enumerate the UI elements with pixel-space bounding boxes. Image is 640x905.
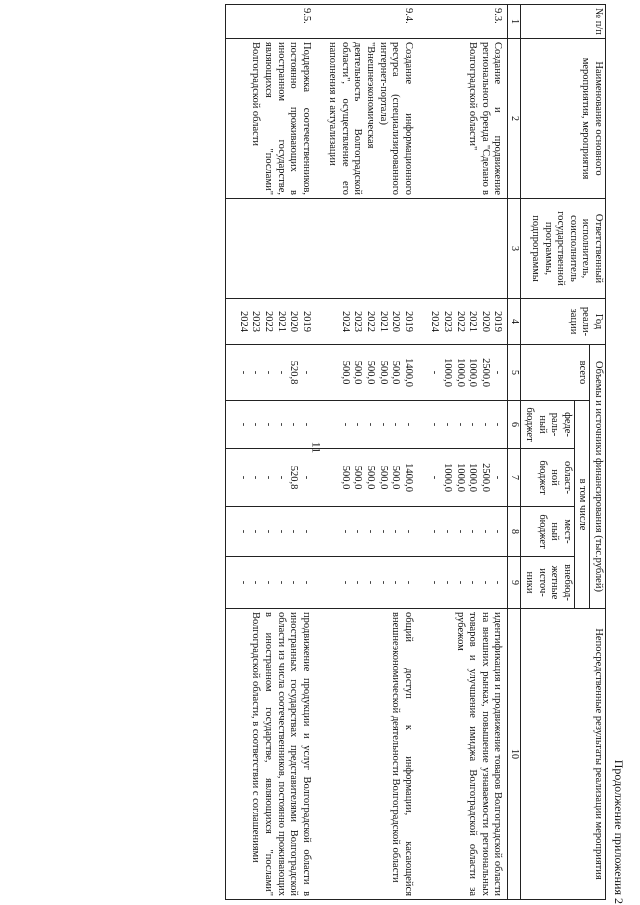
extra-cell-value: - <box>365 580 377 585</box>
federal-cell-value: - <box>262 422 274 427</box>
local-cell <box>418 507 508 557</box>
total-cell-value: 500,0 <box>365 360 377 385</box>
local-cell-value: - <box>237 529 249 534</box>
extra-cell <box>418 557 508 609</box>
extra-cell <box>316 557 418 609</box>
local-cell-value: - <box>288 529 300 534</box>
regional-cell-value: 1000,0 <box>467 463 479 492</box>
extra-cell-value: - <box>339 580 351 585</box>
header-including: в том числе <box>574 401 590 609</box>
extra-cell-value: - <box>250 580 262 585</box>
federal-cell-value: - <box>429 422 441 427</box>
table-row <box>316 5 418 900</box>
regional-cell-value: - <box>300 475 312 480</box>
federal-cell-value: - <box>365 422 377 427</box>
regional-cell-value: - <box>250 475 262 480</box>
extra-cell-value: - <box>237 580 249 585</box>
responsible-cell <box>316 199 418 299</box>
regional-cell-value: 500,0 <box>390 465 402 490</box>
federal-cell-value: - <box>300 422 312 427</box>
column-numbers-row <box>508 5 521 900</box>
col-number: 6 <box>508 401 521 449</box>
result-cell: общий доступ к информации, касающейся внешнеэкономической деятельности Волгоградской области <box>316 609 418 900</box>
extra-cell-value: - <box>300 580 312 585</box>
federal-cell <box>226 401 316 449</box>
years-cell-value: 2022 <box>262 311 274 332</box>
local-cell-value: - <box>365 529 377 534</box>
page-number: 11 <box>309 441 324 454</box>
total-cell-value: - <box>429 370 441 375</box>
regional-cell-value: 500,0 <box>339 465 351 490</box>
total-cell-value: 500,0 <box>377 360 389 385</box>
federal-cell <box>418 401 508 449</box>
header-year: Год реали- зации <box>521 299 606 345</box>
local-cell-value: - <box>352 529 364 534</box>
header-regional: област- ной бюджет <box>521 449 574 507</box>
header-federal: феде- раль- ный бюджет <box>521 401 574 449</box>
total-cell-value: - <box>237 370 249 375</box>
extra-cell <box>226 557 316 609</box>
years-cell-value: 2022 <box>365 311 377 332</box>
col-number: 2 <box>508 39 521 199</box>
federal-cell-value: - <box>390 422 402 427</box>
federal-cell-value: - <box>492 422 504 427</box>
col-number: 8 <box>508 507 521 557</box>
years-cell-value: 2020 <box>390 311 402 332</box>
total-cell <box>316 345 418 401</box>
years-cell-value: 2021 <box>377 311 389 332</box>
extra-cell-value: - <box>442 580 454 585</box>
regional-cell-value: - <box>492 475 504 480</box>
total-cell-value: 500,0 <box>390 360 402 385</box>
row-number: 9.3. <box>418 5 508 39</box>
local-cell <box>316 507 418 557</box>
local-cell-value: - <box>262 529 274 534</box>
col-number: 5 <box>508 345 521 401</box>
local-cell-value: - <box>300 529 312 534</box>
federal-cell-value: - <box>377 422 389 427</box>
total-cell-value: 1000,0 <box>454 358 466 387</box>
table-row <box>418 5 508 900</box>
local-cell-value: - <box>339 529 351 534</box>
table-row <box>226 5 316 900</box>
header-result: Непосредственные результаты реализации мероприятия <box>521 609 606 900</box>
regional-cell-value: 500,0 <box>365 465 377 490</box>
activity-name: Создание информационного ресурса (специализированного интернет-портала) "Внешнеэкономическая деятельность Волгоградской области", осуществление его наполнения и актуализации <box>316 39 418 199</box>
header-extra: внебюд- жетные источ- ники <box>521 557 574 609</box>
local-cell-value: - <box>275 529 287 534</box>
col-number: 1 <box>508 5 521 39</box>
col-number: 10 <box>508 609 521 900</box>
extra-cell-value: - <box>429 580 441 585</box>
activity-name: Создание и продвижение регионального бренда "Сделано в Волгоградской области" <box>418 39 508 199</box>
regional-cell-value: - <box>237 475 249 480</box>
regional-cell <box>316 449 418 507</box>
regional-cell-value: 500,0 <box>377 465 389 490</box>
row-number: 9.4. <box>316 5 418 39</box>
years-cell-value: 2020 <box>479 311 491 332</box>
result-cell: идентификация и продвижение товаров Волгоградской области на внешних рынках, повышение узнаваемости региональных товаров и улучшение имиджа Волгоградской области за рубежом <box>418 609 508 900</box>
years-cell-value: 2023 <box>442 311 454 332</box>
extra-cell-value: - <box>377 580 389 585</box>
years-cell-value: 2019 <box>492 311 504 332</box>
federal-cell-value: - <box>402 422 414 427</box>
col-number: 4 <box>508 299 521 345</box>
regional-cell-value: 520,8 <box>288 465 300 490</box>
extra-cell-value: - <box>479 580 491 585</box>
regional-cell-value: - <box>262 475 274 480</box>
federal-cell-value: - <box>275 422 287 427</box>
years-cell-value: 2024 <box>339 311 351 332</box>
extra-cell-value: - <box>467 580 479 585</box>
local-cell-value: - <box>250 529 262 534</box>
total-cell <box>418 345 508 401</box>
total-cell-value: 1000,0 <box>467 358 479 387</box>
local-cell-value: - <box>390 529 402 534</box>
local-cell-value: - <box>442 529 454 534</box>
federal-cell-value: - <box>467 422 479 427</box>
extra-cell-value: - <box>492 580 504 585</box>
extra-cell-value: - <box>262 580 274 585</box>
col-number: 7 <box>508 449 521 507</box>
years-cell-value: 2022 <box>454 311 466 332</box>
federal-cell-value: - <box>454 422 466 427</box>
federal-cell-value: - <box>288 422 300 427</box>
responsible-cell <box>226 199 316 299</box>
local-cell-value: - <box>454 529 466 534</box>
row-number: 9.5. <box>226 5 316 39</box>
total-cell-value: 500,0 <box>352 360 364 385</box>
total-cell-value: 500,0 <box>339 360 351 385</box>
years-cell-value: 2024 <box>429 311 441 332</box>
years-cell-value: 2021 <box>275 311 287 332</box>
total-cell-value: - <box>250 370 262 375</box>
total-cell-value: - <box>262 370 274 375</box>
years-cell <box>226 299 316 345</box>
result-cell: продвижение продукции и услуг Волгоградской области в иностранных государствах представителями Волгоградской области из числа соотечественников, постоянно проживающих в иностранном государстве, являющихся "послами" Волгоградской области, в соответствии с соглашениями <box>226 609 316 900</box>
federal-cell-value: - <box>237 422 249 427</box>
regional-cell-value: - <box>429 475 441 480</box>
total-cell-value: - <box>300 370 312 375</box>
header-name: Наименование основного мероприятия, мероприятия <box>521 39 606 199</box>
regional-cell-value: 500,0 <box>352 465 364 490</box>
total-cell <box>226 345 316 401</box>
header-num: № п/п <box>521 5 606 39</box>
header-total: всего <box>521 345 590 401</box>
local-cell-value: - <box>402 529 414 534</box>
col-number: 9 <box>508 557 521 609</box>
extra-cell-value: - <box>288 580 300 585</box>
federal-cell-value: - <box>250 422 262 427</box>
local-cell-value: - <box>377 529 389 534</box>
years-cell-value: 2021 <box>467 311 479 332</box>
program-activities-table <box>225 4 606 900</box>
total-cell-value: 1400,0 <box>402 358 414 387</box>
years-cell-value: 2019 <box>300 311 312 332</box>
regional-cell <box>226 449 316 507</box>
responsible-cell <box>418 199 508 299</box>
local-cell <box>226 507 316 557</box>
years-cell-value: 2024 <box>237 311 249 332</box>
local-cell-value: - <box>492 529 504 534</box>
total-cell-value: - <box>492 370 504 375</box>
col-number: 3 <box>508 199 521 299</box>
header-responsible: Ответственный исполнитель, соисполнитель государственной программы, подпрограммы <box>521 199 606 299</box>
regional-cell-value: 1400,0 <box>402 463 414 492</box>
regional-cell-value: - <box>275 475 287 480</box>
federal-cell-value: - <box>442 422 454 427</box>
years-cell-value: 2023 <box>250 311 262 332</box>
federal-cell-value: - <box>479 422 491 427</box>
header-local: мест- ный бюджет <box>521 507 574 557</box>
local-cell-value: - <box>429 529 441 534</box>
rotated-table-sheet <box>12 4 632 904</box>
years-cell <box>418 299 508 345</box>
regional-cell <box>418 449 508 507</box>
extra-cell-value: - <box>402 580 414 585</box>
total-cell-value: 1000,0 <box>442 358 454 387</box>
header-funding: Объемы и источники финансирования (тыс.рублей) <box>590 345 606 609</box>
extra-cell-value: - <box>454 580 466 585</box>
extra-cell-value: - <box>352 580 364 585</box>
federal-cell-value: - <box>339 422 351 427</box>
extra-cell-value: - <box>275 580 287 585</box>
total-cell-value: 2500,0 <box>479 358 491 387</box>
years-cell <box>316 299 418 345</box>
years-cell-value: 2023 <box>352 311 364 332</box>
federal-cell <box>316 401 418 449</box>
local-cell-value: - <box>467 529 479 534</box>
activity-name: Поддержка соотечественников, постоянно проживающих в иностранном государстве, являющихся "послами" Волгоградской области <box>226 39 316 199</box>
years-cell-value: 2020 <box>288 311 300 332</box>
regional-cell-value: 2500,0 <box>479 463 491 492</box>
regional-cell-value: 1000,0 <box>442 463 454 492</box>
federal-cell-value: - <box>352 422 364 427</box>
years-cell-value: 2019 <box>402 311 414 332</box>
total-cell-value: 520,8 <box>288 360 300 385</box>
local-cell-value: - <box>479 529 491 534</box>
regional-cell-value: 1000,0 <box>454 463 466 492</box>
appendix-caption: Продолжение приложения 2 <box>612 759 626 904</box>
total-cell-value: - <box>275 370 287 375</box>
extra-cell-value: - <box>390 580 402 585</box>
